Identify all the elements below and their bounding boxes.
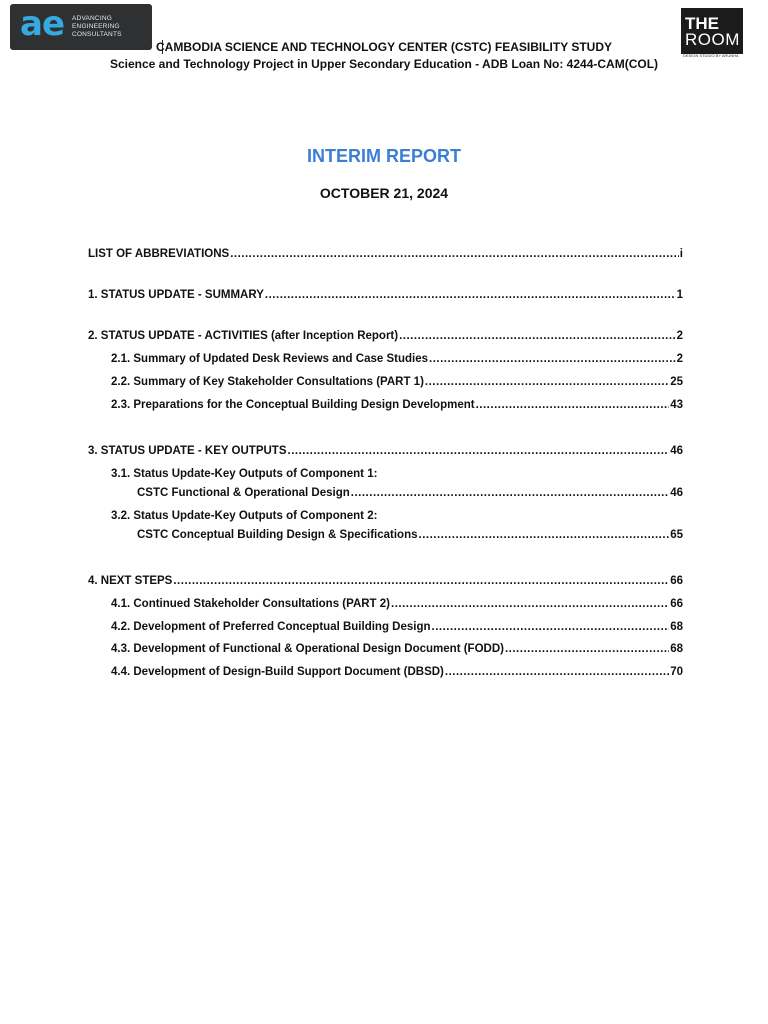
toc-page: i [679,248,683,260]
toc-entry-section-3-2 [137,528,683,542]
ae-logo-mark: ae [20,4,65,44]
ae-logo-words [72,15,122,39]
the-room-logo-line2: ROOM [685,30,740,49]
toc-entry-section-2-1 [111,352,683,366]
toc-label: LIST OF ABBREVIATIONS [88,248,230,260]
toc-label: 2.2. Summary of Key Stakeholder Consultations (PART 1) [111,376,424,388]
toc-leader [288,444,670,458]
toc-label: 4.1. Continued Stakeholder Consultations (PART 2) [111,598,391,610]
toc-label: 4. NEXT STEPS [88,575,173,587]
toc-label: CSTC Functional & Operational Design [137,487,350,499]
toc-page: 70 [670,666,683,678]
toc-entry-section-4-3 [111,642,683,656]
toc-page: 43 [670,399,683,411]
toc-entry-section-3-2-heading: 3.2. Status Update-Key Outputs of Component 2: [111,510,378,522]
toc-page: 46 [670,445,683,457]
ae-logo-line1: ADVANCING [72,15,112,22]
toc-page: 68 [670,621,683,633]
toc-label: 3. STATUS UPDATE - KEY OUTPUTS [88,445,287,457]
toc-entry-section-2-2 [111,375,683,389]
document-header-line1: CAMBODIA SCIENCE AND TECHNOLOGY CENTER (CSTC) FEASIBILITY STUDY [155,40,613,54]
toc-entry-section-3-1 [137,486,683,500]
toc-leader [445,665,669,679]
toc-entry-section-3-1-heading: 3.1. Status Update-Key Outputs of Component 1: [111,468,378,480]
toc-page: 65 [670,529,683,541]
toc-entry-section-2-3 [111,398,683,412]
toc-entry-section-1 [88,288,683,302]
toc-label: CSTC Conceptual Building Design & Specifications [137,529,418,541]
toc-leader [391,597,669,611]
toc-label: 2. STATUS UPDATE - ACTIVITIES (after Inception Report) [88,330,399,342]
toc-entry-section-4-2 [111,620,683,634]
toc-entry-section-4-4 [111,665,683,679]
toc-leader [429,352,676,366]
toc-label: 2.1. Summary of Updated Desk Reviews and Case Studies [111,353,429,365]
toc-page: 1 [676,289,683,301]
toc-leader [399,329,676,343]
toc-leader [419,528,670,542]
toc-label: 4.4. Development of Design-Build Support Document (DBSD) [111,666,444,678]
toc-page: 66 [670,575,683,587]
toc-leader [425,375,669,389]
toc-page: 25 [670,376,683,388]
toc-entry-section-2 [88,329,683,343]
the-room-logo-tagline: DESIGN STUDIO BY ARUNHA [683,53,739,58]
report-date: OCTOBER 21, 2024 [319,185,449,201]
toc-page: 66 [670,598,683,610]
toc-entry-section-3 [88,444,683,458]
toc-leader [476,398,670,412]
toc-leader [505,642,669,656]
ae-logo-line2: ENGINEERING [72,23,120,30]
toc-leader [230,247,679,261]
the-room-logo-line1: THE [685,14,719,33]
toc-entry-section-4 [88,574,683,588]
toc-entry-section-4-1 [111,597,683,611]
toc-leader [173,574,669,588]
document-header-line2: Science and Technology Project in Upper Secondary Education - ADB Loan No: 4244-CAM(COL) [109,57,659,71]
ae-logo-line3: CONSULTANTS [72,31,122,38]
toc-label: 1. STATUS UPDATE - SUMMARY [88,289,264,301]
toc-label: 2.3. Preparations for the Conceptual Building Design Development [111,399,475,411]
toc-leader [432,620,670,634]
toc-leader [351,486,669,500]
toc-label: 4.3. Development of Functional & Operational Design Document (FODD) [111,643,504,655]
report-title: INTERIM REPORT [306,146,461,166]
toc-page: 2 [676,330,683,342]
toc-page: 68 [670,643,683,655]
toc-page: 46 [670,487,683,499]
toc-leader [265,288,676,302]
toc-label: 4.2. Development of Preferred Conceptual Building Design [111,621,431,633]
toc-page: 2 [676,353,683,365]
toc-entry-abbreviations [88,247,683,261]
